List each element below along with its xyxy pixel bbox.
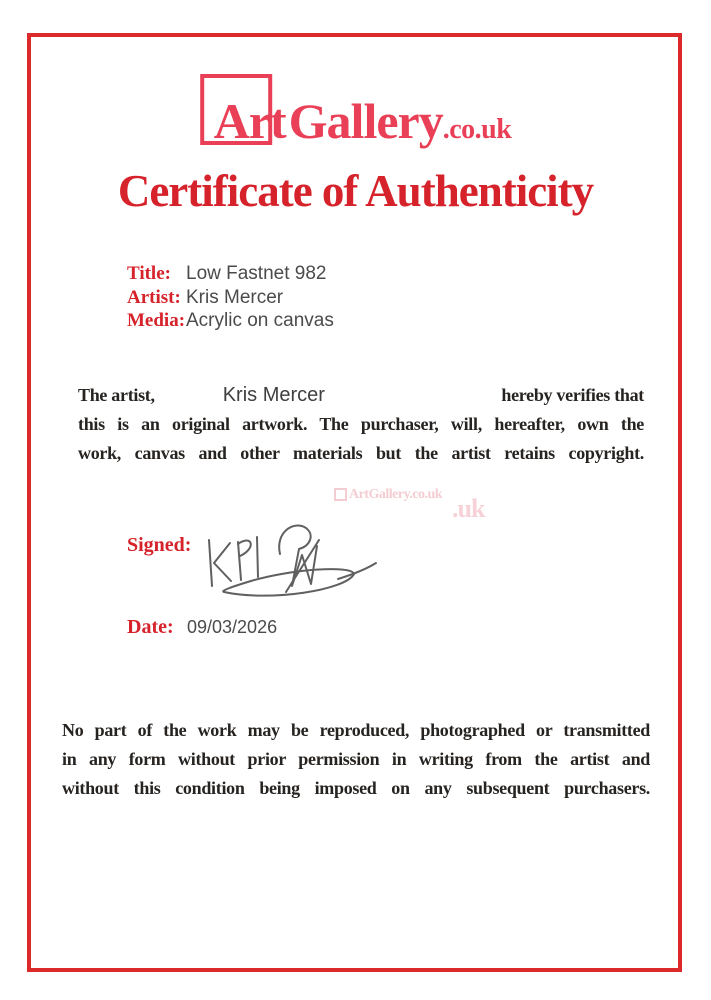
declaration-line-3: work, canvas and other materials but the artist retains copyright. (78, 443, 644, 463)
date-label: Date: (127, 616, 174, 638)
declaration-line-1 (78, 381, 644, 410)
artwork-details (127, 262, 334, 333)
artist-label: Artist: (127, 286, 181, 308)
logo-inner (200, 72, 512, 149)
detail-row-media (127, 309, 334, 333)
declaration-artist-name: Kris Mercer (222, 384, 325, 406)
watermark-fragment: .uk (452, 494, 485, 523)
title-value: Low Fastnet 982 (186, 263, 327, 284)
logo-gallery-text: Gallery (288, 93, 443, 149)
logo-wordmark (213, 93, 512, 149)
artist-signature (196, 506, 378, 602)
declaration-suffix: hereby verifies that (501, 385, 644, 405)
date-value: 09/03/2026 (187, 617, 278, 637)
declaration-paragraph (78, 381, 644, 468)
watermark-logo-ghost (334, 487, 442, 503)
date-row (127, 615, 277, 639)
media-label: Media: (127, 310, 186, 331)
logo-art-text: Art (213, 93, 286, 149)
artist-value: Kris Mercer (186, 286, 284, 308)
declaration-prefix: The artist, (78, 385, 155, 405)
signed-label: Signed: (127, 534, 192, 556)
title-label: Title: (127, 263, 171, 284)
legal-paragraph (62, 716, 650, 803)
artgallery-logo (200, 72, 512, 152)
detail-row-artist (127, 286, 334, 310)
watermark-text: ArtGallery.co.uk (349, 487, 443, 502)
certificate-title: Certificate of Authenticity (117, 166, 594, 216)
legal-line-1: No part of the work may be reproduced, photographed or transmitted (62, 720, 650, 740)
watermark-square-icon (334, 488, 347, 501)
detail-row-title (127, 262, 334, 286)
declaration-line-2: this is an original artwork. The purchaser, will, hereafter, own the (78, 414, 644, 434)
logo-tld-text: .co.uk (442, 114, 512, 145)
legal-line-3: without this condition being imposed on any subsequent purchasers. (62, 778, 650, 798)
legal-line-2: in any form without prior permission in writing from the artist and (62, 749, 650, 769)
media-value: Acrylic on canvas (186, 310, 334, 331)
